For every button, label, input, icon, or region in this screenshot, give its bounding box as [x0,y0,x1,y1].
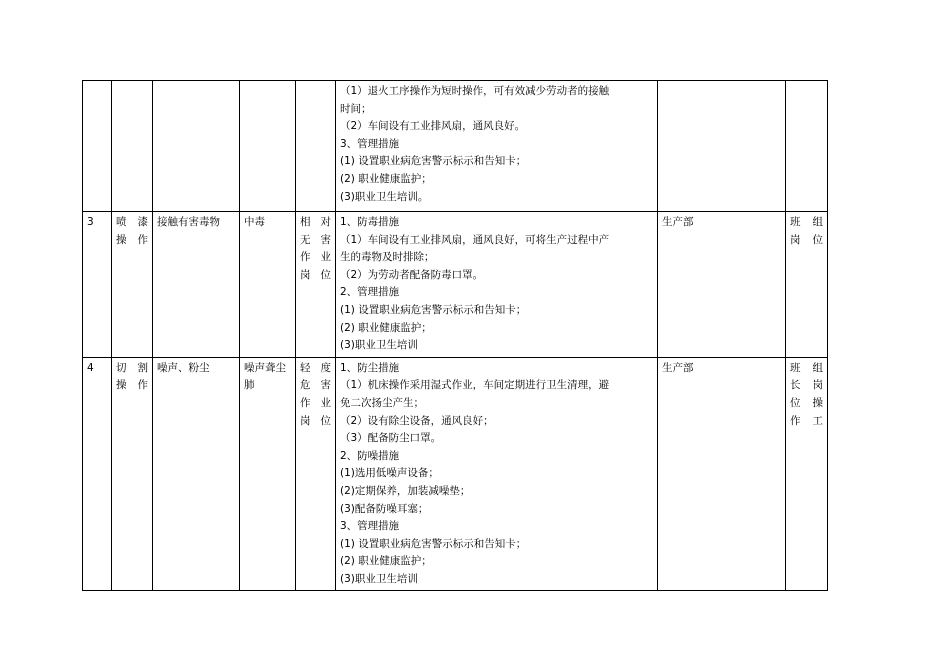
table-body [83,81,828,591]
row-number: 4 [87,361,94,374]
hazard-level-line: 危 害 [300,379,331,392]
post-line: 位 操 [790,396,823,409]
hazard-level-line: 相 对 [300,216,331,228]
hazard-factor: 接触有害毒物 [157,216,220,228]
measure-line: 时间； [340,102,372,115]
department: 生产部 [662,361,694,374]
measure-line: 生的毒物及时排除； [340,251,435,264]
measure-line: （1）机床操作采用湿式作业，车间定期进行卫生清理，避 [340,379,610,392]
occupational-disease: 噪声聋尘肺 [244,361,286,392]
post-line: 班 组 [790,216,823,228]
cell-department [658,357,786,591]
table-row [83,212,828,358]
hazard-level-line: 作 业 [300,396,331,409]
cell-disease [240,357,296,591]
table-row [83,357,828,591]
cell-hazard-level [296,212,336,358]
post-line: 岗位 [790,233,823,246]
measure-line: （2）设有除尘设备，通风良好； [340,414,494,427]
cell-number [83,357,112,591]
hazard-factor: 噪声、粉尘 [157,361,210,374]
measure-line: (2) 职业健康监护； [340,172,432,185]
measure-line: (1)选用低噪声设备； [340,467,439,480]
hazard-level-line: 轻 度 [300,361,331,374]
measure-line: 3、管理措施 [340,520,400,533]
cell-post [786,212,828,358]
cell-measures [336,357,658,591]
cell-hazard-level [296,357,336,591]
department: 生产部 [662,216,694,228]
measure-line: 免二次扬尘产生； [340,396,424,409]
measure-line: 1、防尘措施 [340,361,400,374]
measure-line: (1) 设置职业病危害警示标示和告知卡； [340,537,527,550]
cell-measures [336,212,658,358]
cell-disease [240,81,296,212]
measure-line: (2) 职业健康监护； [340,321,432,334]
measure-line: (1) 设置职业病危害警示标示和告知卡； [340,303,527,316]
measure-line: (2)定期保养，加装减噪垫； [340,484,471,497]
measure-line: 2、防噪措施 [340,449,400,462]
occupational-disease: 中毒 [244,216,265,228]
measure-line: 3、管理措施 [340,137,400,150]
measure-line: (2) 职业健康监护； [340,555,432,568]
measure-line: (3)职业卫生培训 [340,572,418,585]
hazard-level-line: 岗位 [300,414,331,427]
cell-hazard-factor [153,212,240,358]
operation-text-line: 操作 [116,379,148,392]
measure-line: （1）退火工序操作为短时操作，可有效减少劳动者的接触 [340,85,610,97]
cell-operation [112,81,153,212]
measure-line: （2）为劳动者配备防毒口罩。 [340,268,484,281]
cell-hazard-factor [153,357,240,591]
measure-line: (3)配备防噪耳塞； [340,502,429,515]
measure-line: (3)职业卫生培训 [340,339,418,352]
measure-line: (1) 设置职业病危害警示标示和告知卡； [340,155,527,168]
hazard-level-line: 无 害 [300,233,331,246]
cell-disease [240,212,296,358]
cell-hazard-factor [153,81,240,212]
operation-text-line: 切 割 [116,361,148,374]
table-row [83,81,828,212]
measure-line: 2、管理措施 [340,286,400,299]
cell-hazard-level [296,81,336,212]
measure-line: （3）配备防尘口罩。 [340,432,442,445]
measure-line: (3)职业卫生培训。 [340,190,429,203]
cell-operation [112,212,153,358]
measure-line: 1、防毒措施 [340,216,400,228]
cell-measures [336,81,658,212]
hazard-level-line: 作 业 [300,251,331,264]
measure-line: （2）车间设有工业排风扇，通风良好。 [340,120,526,133]
row-number: 3 [87,216,94,228]
cell-department [658,81,786,212]
measure-line: （1）车间设有工业排风扇，通风良好，可将生产过程中产 [340,233,610,246]
post-line: 作工 [790,414,823,427]
operation-text-line: 喷 漆 [116,216,148,228]
hazard-level-line: 岗位 [300,268,331,281]
post-line: 班 组 [790,361,823,374]
cell-number [83,212,112,358]
cell-post [786,81,828,212]
hazard-control-table [82,80,828,591]
operation-text-line: 操作 [116,233,148,246]
cell-operation [112,357,153,591]
cell-department [658,212,786,358]
post-line: 长 岗 [790,379,823,392]
cell-post [786,357,828,591]
cell-number [83,81,112,212]
